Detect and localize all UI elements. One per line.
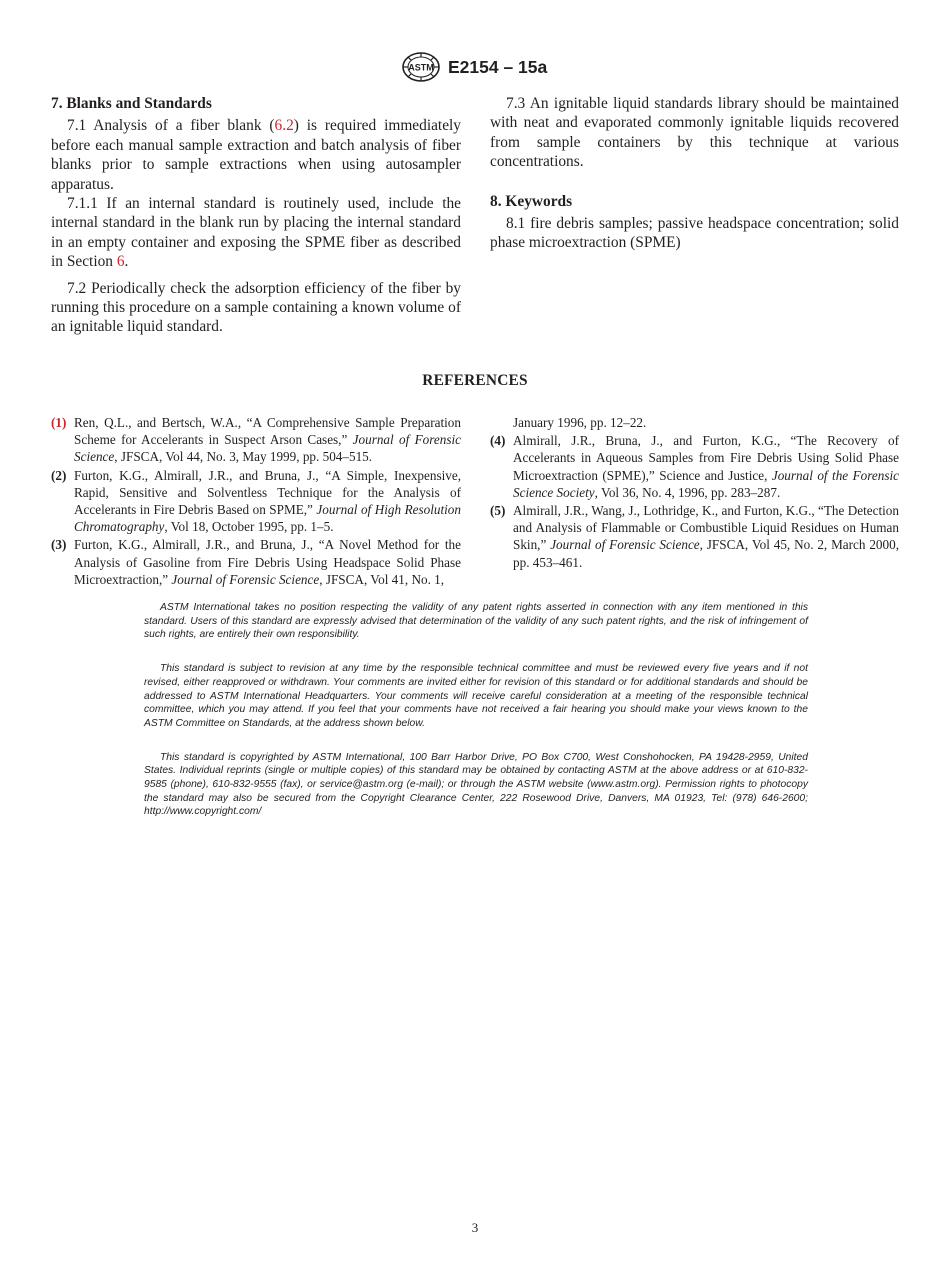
reference-number: (2) bbox=[51, 467, 67, 483]
references-right-column bbox=[490, 414, 899, 572]
references-left-column bbox=[51, 414, 461, 589]
standard-designation: E2154 – 15a bbox=[448, 57, 548, 77]
copyright-notice: This standard is copyrighted by ASTM International, 100 Barr Harbor Drive, PO Box C700, West Conshohocken, PA 19428-2959, United States. Individual reprints (single or multiple copies) of this standard may be obtained by contacting ASTM at the above address or at 610-832-9585 (phone), 610-832-9555 (fax), or service@astm.org (e-mail); or through the ASTM website (www.astm.org). Permission rights to photocopy the standard may also be secured from the Copyright Clearance Center, 222 Rosewood Drive, Danvers, MA 01923, Tel: (978) 646-2600; http://www.copyright.com/ bbox=[144, 751, 808, 818]
section-7-heading: 7. Blanks and Standards bbox=[51, 95, 212, 112]
paragraph-7-1-1: 7.1.1 If an internal standard is routinely used, include the internal standard in the blank run by placing the internal standard in an empty container and exposing the SPME fiber as described in Section 6. bbox=[51, 195, 461, 271]
reference-number: (3) bbox=[51, 537, 67, 553]
page-number: 3 bbox=[471, 1220, 479, 1235]
section-6-2-link[interactable]: 6.2 bbox=[274, 117, 294, 135]
references-heading: REFERENCES bbox=[422, 372, 528, 389]
paragraph-7-2: 7.2 Periodically check the adsorption efficiency of the fiber by running this procedure on a sample containing a known volume of an ignitable liquid standard. bbox=[51, 279, 461, 336]
reference-item: (1) Ren, Q.L., and Bertsch, W.A., “A Comprehensive Sample Preparation Scheme for Accelerants in Suspect Arson Cases,” Journal of Forensic Science, JFSCA, Vol 44, No. 3, May 1999, pp. 504–515. bbox=[51, 415, 461, 465]
reference-continuation: January 1996, pp. 12–22. bbox=[513, 415, 647, 430]
reference-number: (5) bbox=[490, 503, 506, 519]
reference-item: (3) Furton, K.G., Almirall, J.R., and Bruna, J., “A Novel Method for the Analysis of Gasoline from Fire Debris Using Headspace Solid Phase Microextraction,” Journal of Forensic Science, JFSCA, Vol 41, No. 1, bbox=[51, 537, 461, 587]
astm-logo-text: ASTM bbox=[408, 62, 434, 73]
right-column bbox=[490, 94, 899, 253]
left-column bbox=[51, 94, 461, 337]
reference-item: (5) Almirall, J.R., Wang, J., Lothridge, K., and Furton, K.G., “The Detection and Analysis of Flammable or Combustible Liquid Residues on Human Skin,” Journal of Forensic Science, JFSCA, Vol 45, No. 2, March 2000, pp. 453–461. bbox=[490, 503, 899, 570]
section-6-link[interactable]: 6 bbox=[116, 253, 125, 271]
reference-item: (4) Almirall, J.R., Bruna, J., and Furton, K.G., “The Recovery of Accelerants in Aqueous Samples from Fire Debris Using Solid Phase Microextraction (SPME),” Science and Justice, Journal of the Forensic Science Society, Vol 36, No. 4, 1996, pp. 283–287. bbox=[490, 433, 900, 500]
reference-number: (4) bbox=[490, 433, 506, 449]
reference-number-link[interactable]: (1) bbox=[51, 415, 67, 430]
section-8-heading: 8. Keywords bbox=[490, 192, 573, 210]
reference-item: (2) Furton, K.G., Almirall, J.R., and Bruna, J., “A Simple, Inexpensive, Rapid, Sensitive and Solventless Technique for the Analysis of Accelerants in Fire Debris Based on SPME,” Journal of High Resolution Chromatography, Vol 18, October 1995, pp. 1–5. bbox=[51, 467, 461, 535]
paragraph-7-1: 7.1 Analysis of a fiber blank (6.2) is required immediately before each manual sample extraction and batch analysis of fiber blanks prior to sample extractions when using autosampler apparatus. bbox=[51, 117, 461, 193]
paragraph-8-1: 8.1 fire debris samples; passive headspace concentration; solid phase microextraction (SPME) bbox=[490, 215, 899, 252]
revision-notice: This standard is subject to revision at any time by the responsible technical committee and must be reviewed every five years and if not revised, either reapproved or withdrawn. Your comments are invited either for revision of this standard or for additional standards and should be addressed to ASTM International Headquarters. Your comments will receive careful consideration at a meeting of the responsible technical committee, which you may attend. If you feel that your comments have not received a fair hearing you should make your views known to the ASTM Committee on Standards, at the address shown below. bbox=[144, 663, 808, 729]
legal-notices bbox=[144, 601, 808, 839]
astm-logo bbox=[402, 52, 440, 82]
patent-notice: ASTM International takes no position respecting the validity of any patent rights asserted in connection with any item mentioned in this standard. Users of this standard are expressly advised that determination of the validity of any such patent rights, and the risk of infringement of such rights, are entirely their own responsibility. bbox=[144, 602, 808, 641]
paragraph-7-3: 7.3 An ignitable liquid standards library should be maintained with neat and evaporated commonly ignitable liquids recovered from sample containers by this technique at various concentrations. bbox=[490, 95, 899, 171]
page-header bbox=[0, 50, 950, 86]
